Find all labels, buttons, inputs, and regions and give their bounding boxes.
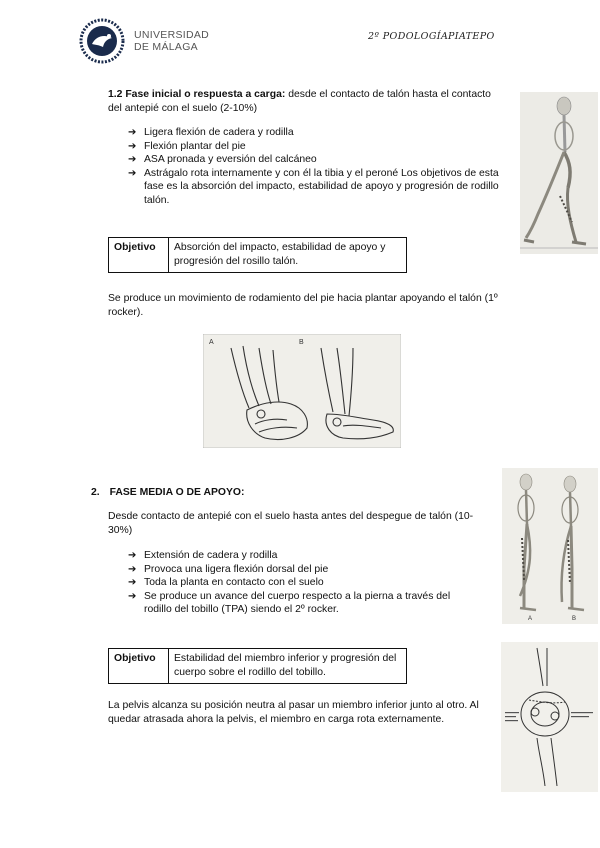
section2-bullet-list xyxy=(128,549,480,617)
section1-intro-line2: del antepié con el suelo (2-10%) xyxy=(108,102,258,114)
list-item: ➔ Extensión de cadera y rodilla xyxy=(128,550,278,561)
section2-objective-table xyxy=(108,648,407,684)
gait-skeleton-figure-1 xyxy=(520,92,598,254)
arrow-right-icon: ➔ xyxy=(128,154,137,166)
university-name-line1: UNIVERSIDAD xyxy=(134,29,210,41)
section1-title: 1.2 Fase inicial o respuesta a carga: xyxy=(108,89,286,100)
section2-closing-text: La pelvis alcanza su posición neutra al pasar un miembro inferior junto al otro. Al quedar atrasada ahora la pelvis, el miembro en carga rota externamente. xyxy=(108,700,479,725)
objective-label: Objetivo xyxy=(109,649,169,684)
university-name xyxy=(134,30,209,53)
arrow-right-icon: ➔ xyxy=(128,167,137,179)
arrow-right-icon: ➔ xyxy=(128,577,137,589)
section2-title: FASE MEDIA O DE APOYO: xyxy=(109,487,245,498)
section1-intro-text: desde el contacto de talón hasta el contacto xyxy=(285,89,491,100)
figure-label-a: A xyxy=(528,616,533,622)
section2-heading xyxy=(91,486,244,500)
arrow-right-icon: ➔ xyxy=(128,563,137,575)
foot-rocker-figure xyxy=(203,334,401,448)
figure-label-b: B xyxy=(572,616,577,622)
figure-label-b: B xyxy=(299,339,304,346)
list-item: ➔ Toda la planta en contacto con el suelo xyxy=(128,577,324,589)
section2-number: 2. xyxy=(91,487,100,498)
list-item: ➔ Provoca una ligera flexión dorsal del pie xyxy=(128,563,329,575)
course-label: 2º PODOLOGÍA xyxy=(368,31,449,42)
objective-text: Absorción del impacto, estabilidad de apoyo y progresión del rosillo talón. xyxy=(169,238,407,273)
list-item: ➔ Flexión plantar del pie xyxy=(128,140,246,152)
objective-text: Estabilidad del miembro inferior y progresión del cuerpo sobre el rodillo del tobillo. xyxy=(169,649,407,684)
arrow-right-icon: ➔ xyxy=(128,127,137,138)
list-item: ➔ Ligera flexión de cadera y rodilla xyxy=(128,127,294,138)
university-name-line2: DE MÁLAGA xyxy=(134,40,198,53)
subject-label: PIATEPO xyxy=(448,31,495,42)
list-item: ➔ ASA pronada y eversión del calcáneo xyxy=(128,154,317,166)
list-item: ➔ Se produce un avance del cuerpo respecto a la pierna a través del rodillo del tobillo (TPA) siendo el 2º rocker. xyxy=(128,590,451,616)
arrow-right-icon: ➔ xyxy=(128,590,137,602)
arrow-right-icon: ➔ xyxy=(128,550,137,561)
university-logo xyxy=(76,18,128,64)
section1-intro xyxy=(108,88,516,115)
section1-bullet-list xyxy=(128,126,514,208)
objective-label: Objetivo xyxy=(109,238,169,273)
pelvis-rotation-figure xyxy=(501,642,598,792)
arrow-right-icon: ➔ xyxy=(128,140,137,152)
section1-objective-table xyxy=(108,237,407,273)
gait-skeleton-figure-2 xyxy=(502,468,598,624)
figure-label-a: A xyxy=(209,339,214,346)
section2-intro: Desde contacto de antepié con el suelo hasta antes del despegue de talón (10-30%) xyxy=(108,511,474,536)
list-item: ➔ Astrágalo rota internamente y con él la tibia y el peroné Los objetivos de esta fase es la absorción del impacto, estabilidad de apoyo y progresión de rodillo talón. xyxy=(128,167,499,206)
section1-after-text: Se produce un movimiento de rodamiento del pie hacia plantar apoyando el talón (1º rocker). xyxy=(108,293,498,318)
